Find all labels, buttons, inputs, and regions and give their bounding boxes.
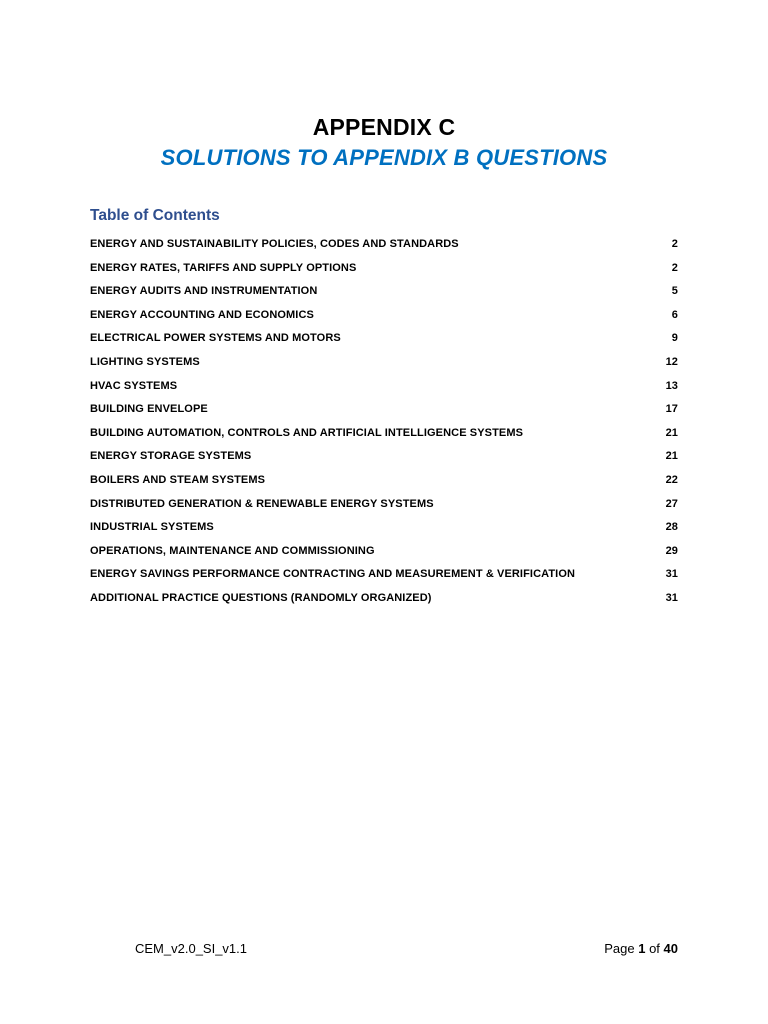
table-of-contents bbox=[90, 238, 678, 616]
footer-page-number bbox=[604, 941, 678, 956]
page-title: APPENDIX C bbox=[312, 114, 456, 140]
toc-entry[interactable] bbox=[90, 238, 678, 262]
toc-entry[interactable] bbox=[90, 285, 678, 309]
toc-entry-page: 6 bbox=[671, 308, 678, 321]
toc-entry-label: BUILDING AUTOMATION, CONTROLS AND ARTIFICIAL INTELLIGENCE SYSTEMS bbox=[90, 426, 524, 439]
toc-entry-page: 31 bbox=[665, 568, 678, 581]
toc-entry-label: OPERATIONS, MAINTENANCE AND COMMISSIONING bbox=[90, 544, 375, 557]
toc-entry-page: 27 bbox=[665, 497, 678, 510]
toc-entry-label: BOILERS AND STEAM SYSTEMS bbox=[90, 473, 266, 486]
footer-page-of: of bbox=[649, 941, 660, 956]
toc-entry-page: 29 bbox=[665, 544, 678, 557]
toc-entry-label: ENERGY AND SUSTAINABILITY POLICIES, CODES AND STANDARDS bbox=[90, 238, 459, 250]
toc-entry-page: 21 bbox=[665, 450, 678, 463]
toc-entry[interactable] bbox=[90, 474, 678, 498]
toc-entry[interactable] bbox=[90, 403, 678, 427]
toc-entry-page: 2 bbox=[671, 261, 678, 274]
footer-page-total: 40 bbox=[663, 941, 678, 956]
toc-entry-label: ENERGY SAVINGS PERFORMANCE CONTRACTING AND MEASUREMENT & VERIFICATION bbox=[90, 568, 576, 581]
page-subtitle: SOLUTIONS TO APPENDIX B QUESTIONS bbox=[160, 145, 608, 170]
toc-entry-label: ELECTRICAL POWER SYSTEMS AND MOTORS bbox=[90, 332, 341, 345]
toc-entry[interactable] bbox=[90, 380, 678, 404]
toc-entry[interactable] bbox=[90, 592, 678, 616]
toc-entry-label: LIGHTING SYSTEMS bbox=[90, 355, 200, 368]
toc-entry-label: ENERGY ACCOUNTING AND ECONOMICS bbox=[90, 308, 314, 321]
footer-doc-id: CEM_v2.0_SI_v1.1 bbox=[135, 941, 248, 956]
toc-entry-page: 21 bbox=[665, 426, 678, 439]
toc-entry-page: 31 bbox=[665, 591, 678, 604]
toc-heading: Table of Contents bbox=[90, 207, 220, 224]
toc-entry-label: BUILDING ENVELOPE bbox=[90, 403, 208, 416]
toc-entry-label: DISTRIBUTED GENERATION & RENEWABLE ENERGY SYSTEMS bbox=[90, 497, 434, 510]
toc-entry[interactable] bbox=[90, 356, 678, 380]
toc-entry-label: ENERGY AUDITS AND INSTRUMENTATION bbox=[90, 285, 318, 298]
toc-entry-page: 22 bbox=[665, 473, 678, 486]
toc-entry-page: 28 bbox=[665, 521, 678, 534]
toc-entry[interactable] bbox=[90, 450, 678, 474]
toc-entry-label: ADDITIONAL PRACTICE QUESTIONS (RANDOMLY ORGANIZED) bbox=[90, 591, 432, 604]
toc-entry[interactable] bbox=[90, 568, 678, 592]
toc-entry[interactable] bbox=[90, 498, 678, 522]
toc-entry-page: 2 bbox=[671, 238, 678, 250]
toc-entry-page: 13 bbox=[665, 379, 678, 392]
footer-page-current: 1 bbox=[638, 941, 646, 956]
toc-entry-page: 5 bbox=[671, 285, 678, 298]
footer-page-word: Page bbox=[604, 941, 635, 956]
toc-entry-page: 17 bbox=[665, 403, 678, 416]
toc-entry[interactable] bbox=[90, 262, 678, 286]
toc-entry[interactable] bbox=[90, 545, 678, 569]
toc-entry-label: ENERGY STORAGE SYSTEMS bbox=[90, 450, 252, 463]
toc-entry-page: 12 bbox=[665, 355, 678, 368]
toc-entry[interactable] bbox=[90, 332, 678, 356]
toc-entry[interactable] bbox=[90, 309, 678, 333]
toc-entry-page: 9 bbox=[671, 332, 678, 345]
toc-entry-label: ENERGY RATES, TARIFFS AND SUPPLY OPTIONS bbox=[90, 261, 357, 274]
toc-entry[interactable] bbox=[90, 427, 678, 451]
toc-entry-label: INDUSTRIAL SYSTEMS bbox=[90, 521, 214, 534]
toc-entry-label: HVAC SYSTEMS bbox=[90, 379, 178, 392]
toc-entry[interactable] bbox=[90, 521, 678, 545]
